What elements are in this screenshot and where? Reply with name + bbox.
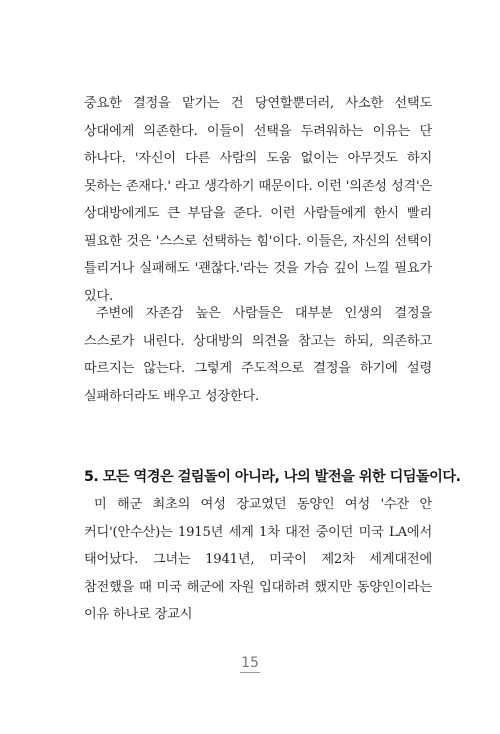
- body-paragraph-2: 주변에 자존감 높은 사람들은 대부분 인생의 결정을 스스로가 내린다. 상대방의 의견을 참고는 하되, 의존하고 따르지는 않는다. 그렇게 주도적으로 결정을 하기에 설령 실패하더라도 배우고 성장한다.: [84, 306, 432, 404]
- page-number-label: 15: [241, 655, 259, 671]
- section-paragraph: 미 해군 최초의 여성 장교였던 동양인 여성 '수잔 안 커디'(안수산)는 1915년 세계 1차 대전 중이던 미국 LA에서 태어났다. 그녀는 1941년, 미국이 제2차 세계대전에 참전했을 때 미국 해군에 자원 입대하려 했지만 동양인이라는 이유 하나로 장교시: [84, 497, 432, 622]
- section-heading: 5. 모든 역경은 걸림돌이 아니라, 나의 발전을 위한 디딤돌이다.: [84, 469, 461, 485]
- page-number: [0, 655, 500, 673]
- body-paragraph-1: 중요한 결정을 맡기는 건 당연할뿐더러, 사소한 선택도 상대에게 의존한다. 이들이 선택을 두려워하는 이유는 단 하나다. '자신이 다른 사람의 도움 없이는 아무것도 하지 못하는 존재다.' 라고 생각하기 때문이다. 이런 '의존성 성격'은 상대방에게도 큰 부담을 준다. 이런 사람들에게 한시 빨리 필요한 것은 '스스로 선택하는 힘'이다. 이들은, 자신의 선택이 틀리거나 실패해도 '괜찮다.'라는 것을 가슴 깊이 느낄 필요가 있다.: [84, 96, 432, 304]
